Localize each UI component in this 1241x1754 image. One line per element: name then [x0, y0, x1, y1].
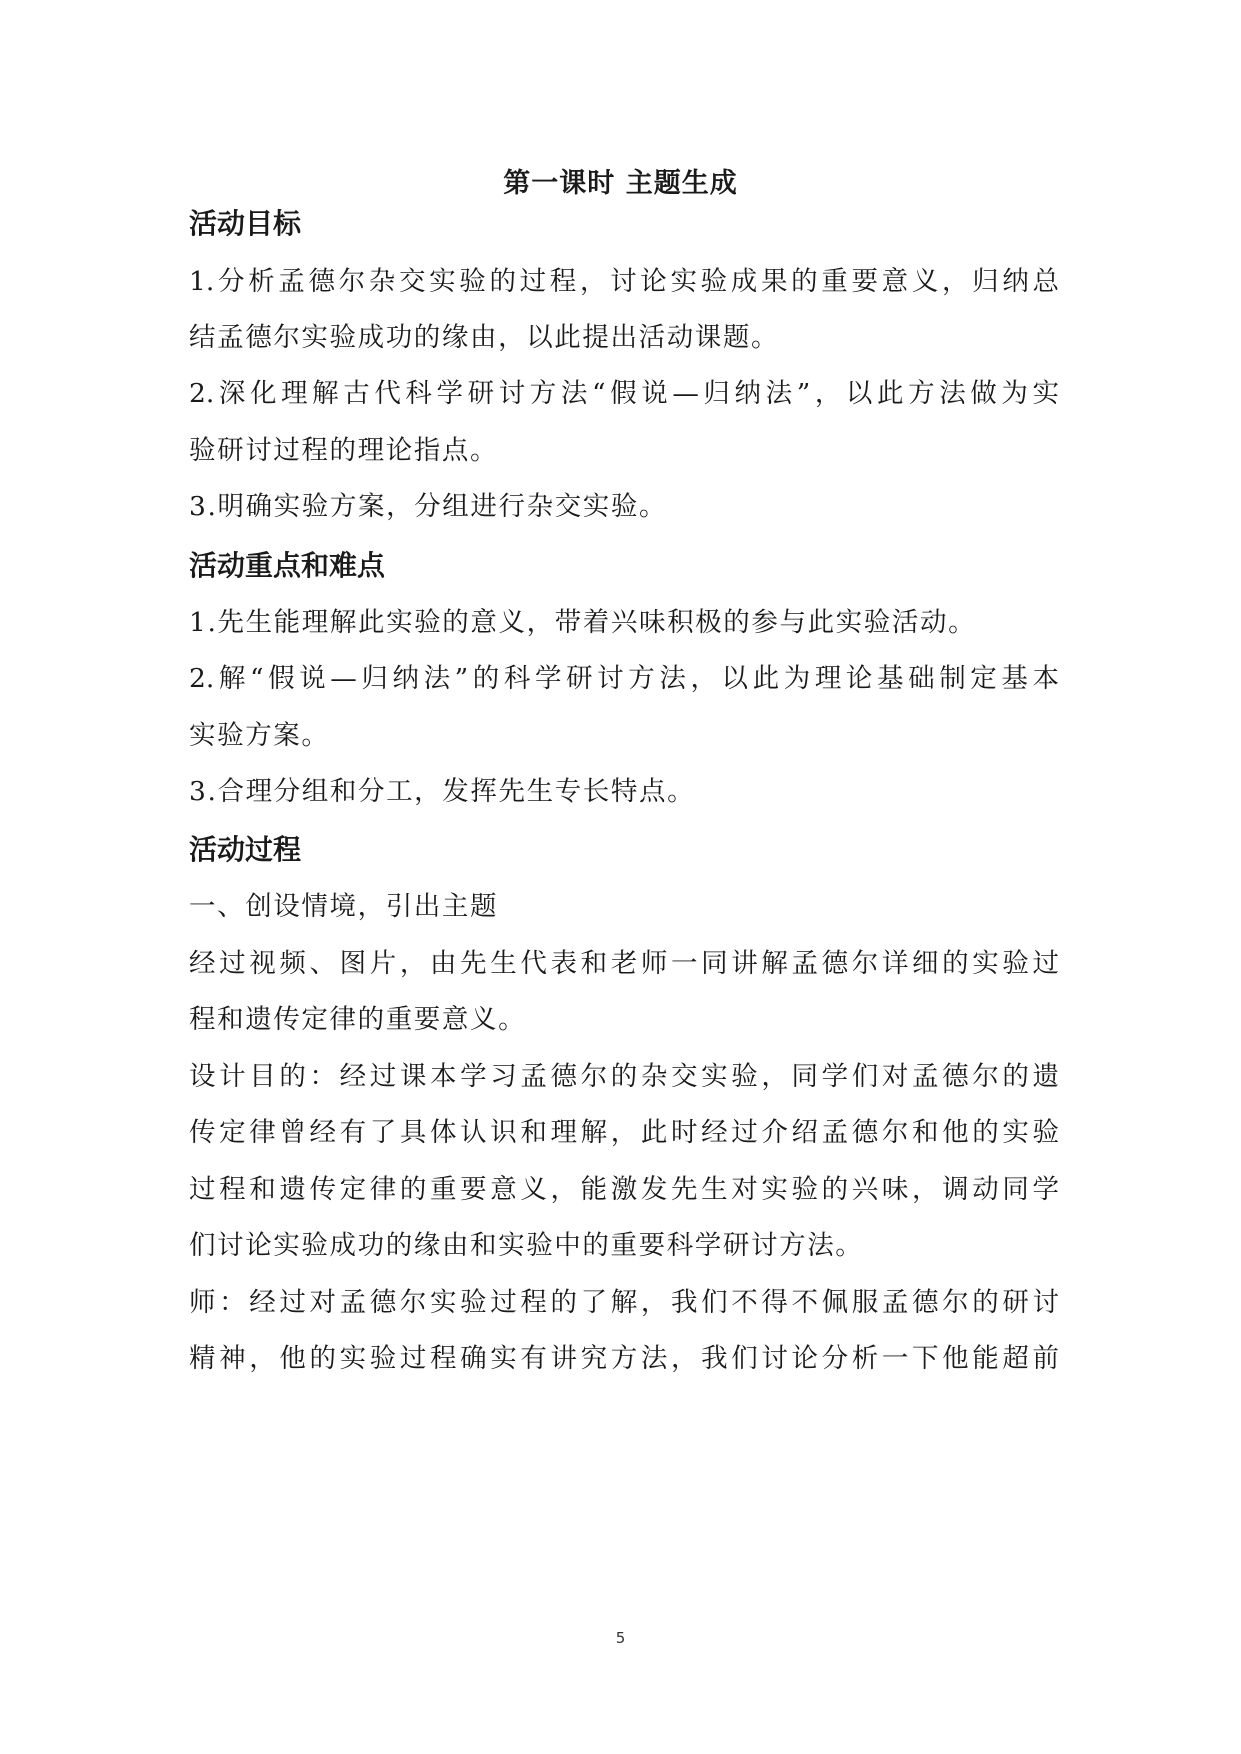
paragraph-line: 程和遗传定律的重要意义。 — [189, 1004, 527, 1035]
section-heading-goals: 活动目标 — [189, 207, 302, 240]
paragraph-line: 1.分析孟德尔杂交实验的过程，讨论实验成果的重要意义，归纳总 — [189, 266, 1059, 297]
section-heading-process: 活动过程 — [189, 833, 302, 866]
page-number: 5 — [615, 1629, 626, 1647]
lesson-title: 第一课时 主题生成 — [503, 168, 738, 199]
paragraph-line: 一、创设情境，引出主题 — [189, 891, 499, 922]
paragraph-line: 们讨论实验成功的缘由和实验中的重要科学研讨方法。 — [189, 1230, 864, 1261]
paragraph-line: 设计目的：经过课本学习孟德尔的杂交实验，同学们对孟德尔的遗 — [189, 1061, 1059, 1092]
paragraph-line: 3.明确实验方案，分组进行杂交实验。 — [189, 491, 668, 522]
paragraph-line: 实验方案。 — [189, 720, 330, 751]
paragraph-line: 结孟德尔实验成功的缘由，以此提出活动课题。 — [189, 322, 780, 353]
paragraph-line: 过程和遗传定律的重要意义，能激发先生对实验的兴味，调动同学 — [189, 1174, 1059, 1205]
paragraph-line: 师：经过对孟德尔实验过程的了解，我们不得不佩服孟德尔的研讨 — [189, 1287, 1059, 1318]
section-heading-key-points: 活动重点和难点 — [189, 549, 386, 582]
paragraph-line: 2.深化理解古代科学研讨方法“假说—归纳法”，以此方法做为实 — [189, 378, 1059, 409]
paragraph-line: 精神，他的实验过程确实有讲究方法，我们讨论分析一下他能超前 — [189, 1343, 1059, 1374]
paragraph-line: 验研讨过程的理论指点。 — [189, 435, 499, 466]
paragraph-line: 经过视频、图片，由先生代表和老师一同讲解孟德尔详细的实验过 — [189, 948, 1059, 979]
paragraph-line: 1.先生能理解此实验的意义，带着兴味积极的参与此实验活动。 — [189, 607, 977, 638]
paragraph-line: 3.合理分组和分工，发挥先生专长特点。 — [189, 776, 696, 807]
paragraph-line: 2.解“假说—归纳法”的科学研讨方法，以此为理论基础制定基本 — [189, 663, 1059, 694]
paragraph-line: 传定律曾经有了具体认识和理解，此时经过介绍孟德尔和他的实验 — [189, 1117, 1059, 1148]
